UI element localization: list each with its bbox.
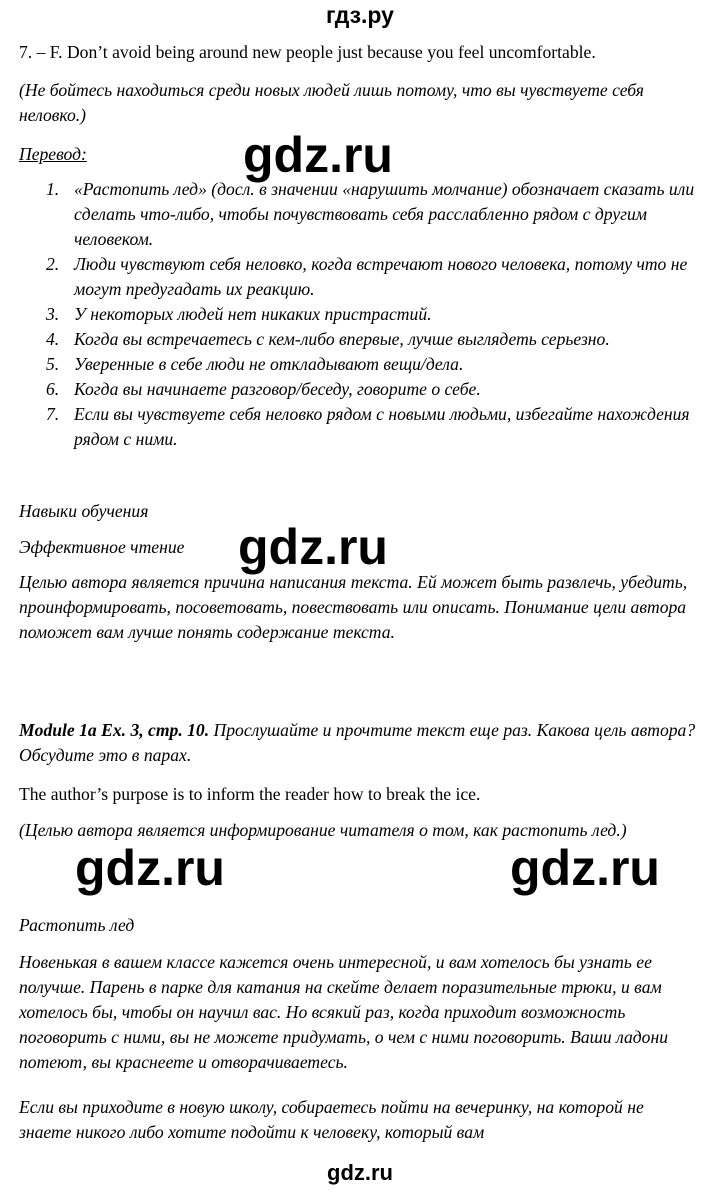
watermark: gdz.ru	[510, 840, 660, 896]
list-item: 4. Когда вы встречаетесь с кем-либо впервые, лучше выглядеть серьезно.	[46, 329, 610, 349]
text-paragraph-2: Если вы приходите в новую школу, собираетесь пойти на вечеринку, на которой не знаете никого либо хотите подойти к человеку, который вам	[19, 1097, 644, 1142]
site-footer: gdz.ru	[327, 1160, 393, 1185]
skills-subtitle: Эффективное чтение	[19, 537, 185, 557]
list-item: 2. Люди чувствуют себя неловко, когда встречают нового человека, потому что не могут предугадать их реакцию.	[46, 254, 688, 299]
answer-russian: (Целью автора является информирование читателя о том, как растопить лед.)	[19, 820, 627, 840]
site-header: гдз.ру	[326, 2, 394, 28]
translation-list	[46, 177, 696, 452]
list-item: 1. «Растопить лед» (досл. в значении «нарушить молчание) обозначает сказать или сделать что-либо, чтобы почувствовать себя расслабленно рядом с другим человеком.	[46, 179, 695, 249]
watermark: gdz.ru	[238, 519, 388, 575]
list-item: 7. Если вы чувствуете себя неловко рядом с новыми людьми, избегайте нахождения рядом с ними.	[46, 404, 690, 449]
skills-body: Целью автора является причина написания текста. Ей может быть развлечь, убедить, проинформировать, посоветовать, повествовать или описать. Понимание цели автора поможет вам лучше понять содержание текста.	[19, 572, 688, 642]
text-paragraph-1: Новенькая в вашем классе кажется очень интересной, и вам хотелось бы узнать ее получше. Парень в парке для катания на скейте делает поразительные трюки, и вам хотелось бы, чтобы он научил вас. Но всякий раз, когда приходит возможность поговорить с ними, вы не можете придумать, о чем с ними поговорить. Ваши ладони потеют, вы краснеете и отворачиваетесь.	[19, 952, 669, 1072]
skills-title: Навыки обучения	[19, 501, 149, 521]
list-item: 3. У некоторых людей нет никаких пристрастий.	[46, 304, 432, 324]
list-item: 6. Когда вы начинаете разговор/беседу, говорите о себе.	[46, 379, 481, 399]
item7-english: 7. – F. Don’t avoid being around new people just because you feel uncomfortable.	[19, 42, 596, 62]
exercise-ref: Module 1a Ex. 3, стр. 10.	[19, 720, 210, 740]
watermark: gdz.ru	[243, 127, 393, 183]
watermark: gdz.ru	[75, 840, 225, 896]
text-title: Растопить лед	[19, 915, 135, 935]
list-item: 5. Уверенные в себе люди не откладывают вещи/дела.	[46, 354, 464, 374]
translation-heading: Перевод:	[19, 144, 87, 164]
answer-english: The author’s purpose is to inform the reader how to break the ice.	[19, 784, 481, 804]
item7-russian: (Не бойтесь находиться среди новых людей лишь потому, что вы чувствуете себя неловко.)	[19, 80, 644, 125]
exercise-task: Прослушайте и прочтите текст еще раз. Какова цель автора? Обсудите это в парах.	[19, 720, 696, 765]
exercise-prompt	[19, 718, 699, 768]
